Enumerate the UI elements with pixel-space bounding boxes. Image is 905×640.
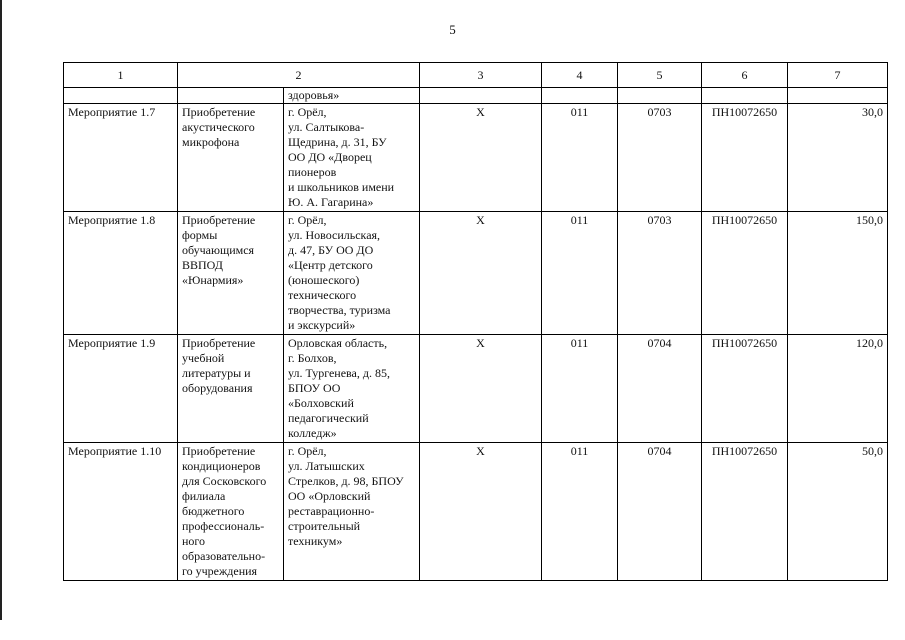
col5-cell: 0703 bbox=[618, 104, 702, 212]
name-cell-line: акустического bbox=[182, 120, 255, 134]
name-cell-line: го учреждения bbox=[182, 564, 258, 578]
name-cell-line: «Юнармия» bbox=[182, 273, 244, 287]
event-cell: Мероприятие 1.7 bbox=[64, 104, 178, 212]
header-row bbox=[64, 63, 888, 88]
col3-cell: X bbox=[420, 212, 542, 335]
address-cell-line: г. Орёл, bbox=[288, 444, 327, 458]
table-row bbox=[64, 212, 888, 335]
table-row bbox=[64, 335, 888, 443]
address-cell-line: Орловская область, bbox=[288, 336, 388, 350]
address-cell-line: «Болховский bbox=[288, 396, 354, 410]
col7-cell: 30,0 bbox=[788, 104, 888, 212]
col6-cell: ПН10072650 bbox=[702, 104, 788, 212]
address-cell-line: ОО «Орловский bbox=[288, 489, 371, 503]
col4-cell: 011 bbox=[542, 104, 618, 212]
col7-cell: 150,0 bbox=[788, 212, 888, 335]
address-cell-line: д. 47, БУ ОО ДО bbox=[288, 243, 374, 257]
address-cell-line: педагогический bbox=[288, 411, 369, 425]
name-cell bbox=[178, 335, 284, 443]
address-cell bbox=[284, 104, 420, 212]
address-cell-line: пионеров bbox=[288, 165, 337, 179]
address-cell-line: колледж» bbox=[288, 426, 337, 440]
name-cell-line: кондиционеров bbox=[182, 459, 261, 473]
address-cell-line: «Центр детского bbox=[288, 258, 373, 272]
address-cell-line: техникум» bbox=[288, 534, 343, 548]
budget-table bbox=[63, 62, 888, 581]
address-cell-line: ОО ДО «Дворец bbox=[288, 150, 372, 164]
address-cell-line: ул. Салтыкова- bbox=[288, 120, 365, 134]
name-cell-line: для Сосковского bbox=[182, 474, 267, 488]
header-cell: 7 bbox=[788, 63, 888, 88]
address-cell-line: строительный bbox=[288, 519, 361, 533]
col3-cell: X bbox=[420, 104, 542, 212]
table-row bbox=[64, 443, 888, 581]
address-cell-line: Щедрина, д. 31, БУ bbox=[288, 135, 387, 149]
address-cell-line: и экскурсий» bbox=[288, 318, 356, 332]
name-cell bbox=[178, 104, 284, 212]
name-cell-line: оборудования bbox=[182, 381, 253, 395]
address-cell-line: Ю. А. Гагарина» bbox=[288, 195, 374, 209]
name-cell-line: ного bbox=[182, 534, 206, 548]
address-cell-line: Стрелков, д. 98, БПОУ bbox=[288, 474, 404, 488]
name-cell-line: Приобретение bbox=[182, 105, 256, 119]
header-cell: 4 bbox=[542, 63, 618, 88]
event-cell: Мероприятие 1.10 bbox=[64, 443, 178, 581]
address-cell-line: г. Орёл, bbox=[288, 105, 327, 119]
name-cell-line: микрофона bbox=[182, 135, 240, 149]
col7-cell: 50,0 bbox=[788, 443, 888, 581]
address-cell-line: г. Болхов, bbox=[288, 351, 337, 365]
name-cell-line: обучающимся bbox=[182, 243, 255, 257]
col5-cell: 0704 bbox=[618, 443, 702, 581]
name-cell-line: образовательно- bbox=[182, 549, 266, 563]
address-cell-line: БПОУ ОО bbox=[288, 381, 341, 395]
page-number: 5 bbox=[449, 22, 456, 37]
header-cell: 6 bbox=[702, 63, 788, 88]
name-cell-line: Приобретение bbox=[182, 336, 256, 350]
event-cell: Мероприятие 1.9 bbox=[64, 335, 178, 443]
col3-cell: X bbox=[420, 443, 542, 581]
name-cell-line: филиала bbox=[182, 489, 226, 503]
col6-cell: ПН10072650 bbox=[702, 212, 788, 335]
address-cell-line: ул. Тургенева, д. 85, bbox=[288, 366, 390, 380]
col5-cell: 0703 bbox=[618, 212, 702, 335]
name-cell-line: формы bbox=[182, 228, 218, 242]
address-cell-line: ул. Латышских bbox=[288, 459, 365, 473]
event-cell: Мероприятие 1.8 bbox=[64, 212, 178, 335]
col4-cell: 011 bbox=[542, 212, 618, 335]
name-cell-line: учебной bbox=[182, 351, 225, 365]
continuation-row bbox=[64, 88, 888, 104]
address-cell-line: ул. Новосильская, bbox=[288, 228, 381, 242]
name-cell-line: литературы и bbox=[182, 366, 251, 380]
table-row bbox=[64, 104, 888, 212]
left-margin-rule bbox=[0, 0, 2, 620]
address-cell-line: и школьников имени bbox=[288, 180, 395, 194]
address-cell bbox=[284, 212, 420, 335]
name-cell bbox=[178, 212, 284, 335]
col5-cell: 0704 bbox=[618, 335, 702, 443]
header-cell: 3 bbox=[420, 63, 542, 88]
address-cell-line: (юношеского) bbox=[288, 273, 360, 287]
header-cell: 1 bbox=[64, 63, 178, 88]
col6-cell: ПН10072650 bbox=[702, 335, 788, 443]
name-cell-line: ВВПОД bbox=[182, 258, 223, 272]
address-cell bbox=[284, 443, 420, 581]
header-cell: 2 bbox=[178, 63, 420, 88]
col3-cell: X bbox=[420, 335, 542, 443]
continuation-text: здоровья» bbox=[284, 88, 420, 104]
header-cell: 5 bbox=[618, 63, 702, 88]
name-cell-line: Приобретение bbox=[182, 444, 256, 458]
address-cell-line: реставрационно- bbox=[288, 504, 375, 518]
address-cell bbox=[284, 335, 420, 443]
col7-cell: 120,0 bbox=[788, 335, 888, 443]
address-cell-line: технического bbox=[288, 288, 357, 302]
address-cell-line: творчества, туризма bbox=[288, 303, 391, 317]
col6-cell: ПН10072650 bbox=[702, 443, 788, 581]
name-cell-line: бюджетного bbox=[182, 504, 245, 518]
name-cell bbox=[178, 443, 284, 581]
name-cell-line: Приобретение bbox=[182, 213, 256, 227]
col4-cell: 011 bbox=[542, 335, 618, 443]
address-cell-line: г. Орёл, bbox=[288, 213, 327, 227]
col4-cell: 011 bbox=[542, 443, 618, 581]
name-cell-line: профессиональ- bbox=[182, 519, 265, 533]
